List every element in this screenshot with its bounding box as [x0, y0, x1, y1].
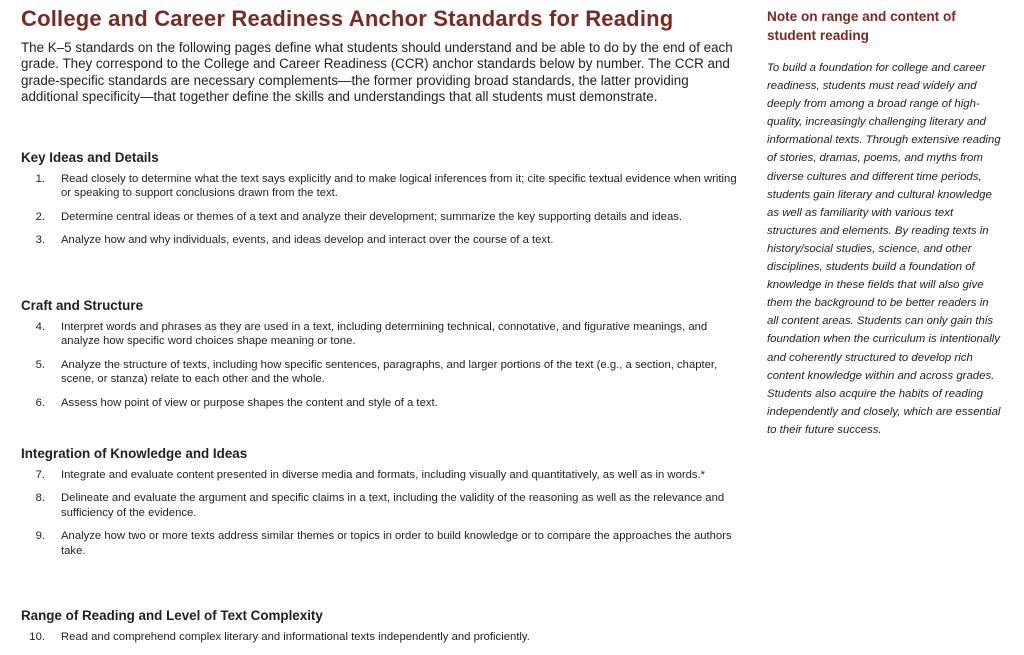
standard-text: Determine central ideas or themes of a text and analyze their development; summarize the key supporting details and ideas. [61, 210, 683, 223]
standard-number: 6. [35, 396, 45, 409]
sidebar-note [767, 8, 1003, 439]
standard-text: Read and comprehend complex literary and informational texts independently and proficiently. [61, 631, 530, 643]
standard-item [21, 630, 741, 644]
sidebar-body: To build a foundation for college and career readiness, students must read widely and deeply from among a broad range of high-quality, increasingly challenging literary and informational texts. Through extensive reading of stories, dramas, poems, and myths from diverse cultures and different time periods, students gain literary and cultural knowledge as well as familiarity with various text structures and elements. By reading texts in history/social studies, science, and other disciplines, students build a foundation of knowledge in these fields that will also give them the background to be better readers in all content areas. Students can only gain this foundation when the curriculum is intentionally and coherently structured to develop rich content knowledge within and across grades. Students also acquire the habits of reading independently and closely, which are essential to their future success. [767, 62, 1001, 436]
standard-number: 3. [35, 234, 45, 247]
section-heading: Key Ideas and Details [21, 150, 159, 165]
standard-text: Read closely to determine what the text says explicitly and to make logical inferences from it; cite specific textual evidence when writing or speaking to support conclusions drawn from the text. [61, 173, 737, 200]
standard-text: Integrate and evaluate content presented in diverse media and formats, including visually and quantitatively, as well as in words.* [61, 469, 706, 481]
main-column [21, 6, 741, 643]
standard-number: 7. [35, 469, 45, 481]
standard-number: 8. [35, 492, 45, 505]
standard-item [21, 210, 741, 224]
section-heading: Integration of Knowledge and Ideas [21, 446, 248, 461]
standard-item [21, 172, 741, 201]
page-title: College and Career Readiness Anchor Standards for Reading [21, 6, 674, 31]
standard-item [21, 233, 741, 247]
standard-number: 9. [35, 530, 45, 543]
standard-text: Analyze how two or more texts address similar themes or topics in order to build knowledge or to compare the approaches the authors take. [61, 530, 732, 557]
standard-item [21, 491, 741, 520]
section-key-ideas [21, 150, 741, 257]
standard-item [21, 358, 741, 387]
standard-text: Analyze how and why individuals, events, and ideas develop and interact over the course of a text. [61, 234, 554, 247]
section-heading: Craft and Structure [21, 298, 144, 313]
standard-item [21, 468, 741, 482]
standard-item [21, 320, 741, 349]
standard-number: 4. [35, 321, 45, 333]
standard-number: 2. [35, 210, 45, 223]
section-craft-structure [21, 298, 741, 419]
standard-number: 5. [35, 358, 45, 371]
section-heading: Range of Reading and Level of Text Complexity [21, 608, 323, 623]
standard-text: Assess how point of view or purpose shapes the content and style of a text. [61, 396, 438, 409]
standard-item [21, 396, 741, 410]
section-integration [21, 446, 741, 567]
standard-text: Interpret words and phrases as they are used in a text, including determining technical, connotative, and figurative meanings, and analyze how specific word choices shape meaning or tone. [61, 321, 708, 348]
standard-text: Delineate and evaluate the argument and specific claims in a text, including the validity of the reasoning as well as the relevance and sufficiency of the evidence. [61, 492, 725, 519]
standard-number: 1. [35, 173, 45, 185]
sidebar-heading: Note on range and content of student reading [767, 9, 956, 43]
standard-number: 10. [29, 631, 45, 643]
intro-paragraph: The K–5 standards on the following pages define what students should understand and be able to do by the end of each grade. They correspond to the College and Career Readiness (CCR) anchor standards below by number. The CCR and grade-specific standards are necessary complements—the former providing broad standards, the latter providing additional specificity—that together define the skills and understandings that all students must demonstrate. [21, 40, 733, 105]
section-range-complexity [21, 608, 741, 653]
standard-item [21, 529, 741, 558]
standard-text: Analyze the structure of texts, including how specific sentences, paragraphs, and larger portions of the text (e.g., a section, chapter, scene, or stanza) relate to each other and the whole. [61, 358, 718, 386]
